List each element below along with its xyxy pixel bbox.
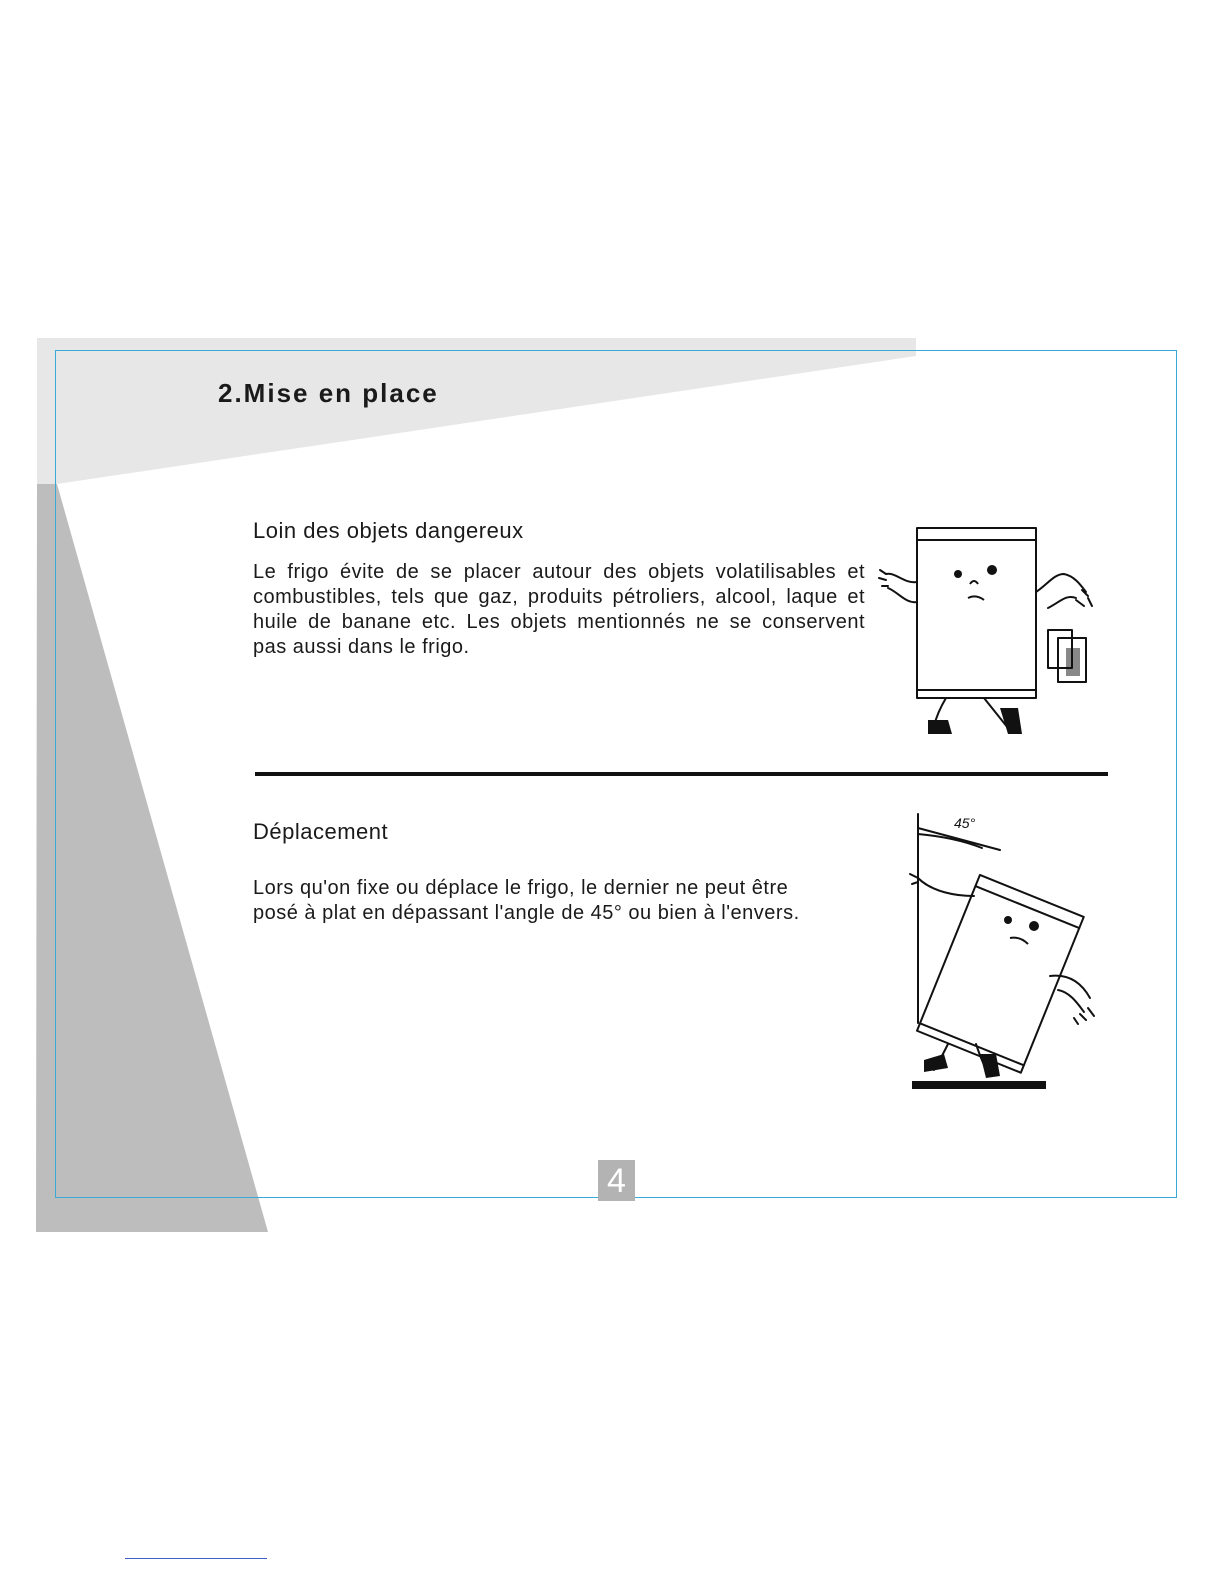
section-body-hazards: Le frigo évite de se placer autour des objets volatilisables et combustibles, tels que gaz, produits pétroliers, alcool, laque et huile de banane etc. Les objets mentionnés ne se conservent pas aussi dans le frigo. — [253, 561, 865, 658]
section-heading-hazards: Loin des objets dangereux — [253, 518, 524, 543]
section-heading-moving: Déplacement — [253, 819, 389, 844]
tilted-fridge-character-icon — [904, 808, 1104, 1093]
page-title: 2.Mise en place — [218, 378, 439, 408]
footer-line — [125, 1558, 267, 1559]
fridge-character-with-hazard-bottles-icon — [876, 522, 1096, 744]
section-divider — [255, 772, 1108, 776]
section-body-moving: Lors qu'on fixe ou déplace le frigo, le dernier ne peut être posé à plat en dépassant l'angle de 45° ou bien à l'envers. — [253, 877, 800, 924]
page-number: 4 — [598, 1160, 635, 1201]
angle-label: 45° — [954, 815, 976, 831]
